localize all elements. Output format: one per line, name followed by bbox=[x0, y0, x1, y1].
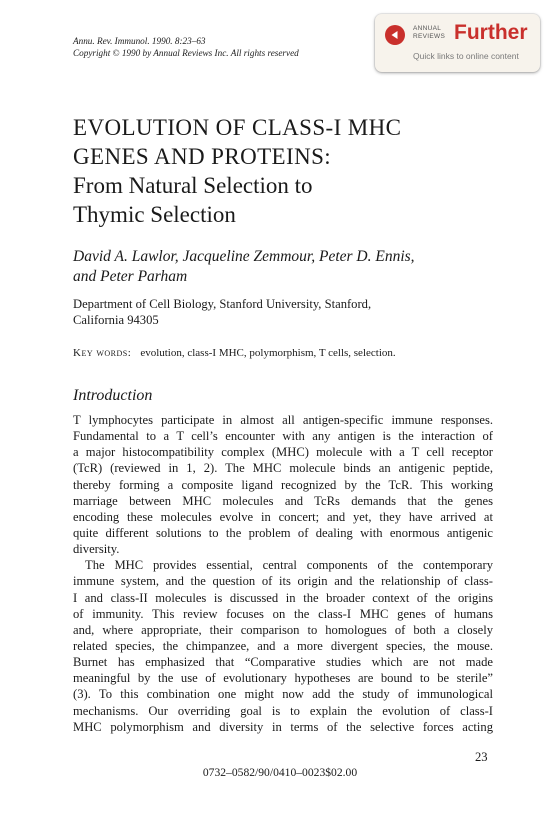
title-line: From Natural Selection to bbox=[73, 173, 313, 198]
journal-citation: Annu. Rev. Immunol. 1990. 8:23–63 bbox=[73, 36, 206, 46]
further-tagline: Quick links to online content bbox=[413, 51, 519, 61]
affiliation-line: California 94305 bbox=[73, 312, 159, 327]
body-line: a major histocompatibility complex (MHC) molecule with a T cell receptor bbox=[73, 445, 493, 460]
body-line: immune system, and the question of its origin and the relationship of class- bbox=[73, 574, 493, 589]
keywords bbox=[73, 347, 493, 359]
body-line: quite different solutions to the problem of dealing with enormous antigenic bbox=[73, 525, 493, 540]
affiliation bbox=[73, 297, 493, 328]
body-line: T lymphocytes participate in almost all antigen-specific immune responses. bbox=[73, 413, 493, 427]
title-line: GENES AND PROTEINS: bbox=[73, 144, 332, 169]
keywords-label: Key words: bbox=[73, 347, 132, 359]
body-line: meaningful by the use of evolutionary hypotheses are bound to be sterile” bbox=[73, 671, 493, 686]
body-line: MHC polymorphism and diversity in terms of the selective forces acting bbox=[73, 719, 493, 734]
copyright-notice: Copyright © 1990 by Annual Reviews Inc. All rights reserved bbox=[73, 48, 299, 58]
article-title bbox=[73, 113, 513, 229]
issn-line: 0732–0582/90/0410–0023$02.00 bbox=[202, 766, 358, 779]
further-links-badge[interactable] bbox=[375, 14, 540, 72]
body-line: mechanisms. Our overriding goal is to explain the evolution of class-I bbox=[73, 703, 493, 718]
body-line: diversity. bbox=[73, 542, 120, 557]
body-line: of immunity. This review focuses on the class-I MHC genes of humans bbox=[73, 606, 493, 621]
author-line: and Peter Parham bbox=[73, 268, 188, 285]
body-line: and, where appropriate, their comparison to homologues of both a closely bbox=[73, 622, 493, 637]
journal-citation-block bbox=[73, 35, 299, 59]
title-line: EVOLUTION OF CLASS-I MHC bbox=[73, 115, 402, 140]
section-heading: Introduction bbox=[73, 387, 153, 404]
body-line: Fundamental to a T cell’s encounter with any antigen is the interaction of bbox=[73, 429, 493, 444]
further-word: Further bbox=[454, 21, 528, 44]
affiliation-line: Department of Cell Biology, Stanford University, Stanford, bbox=[73, 297, 372, 311]
body-line: I and class-II molecules is discussed in the broader context of the origins bbox=[73, 590, 493, 605]
body-line: The MHC provides essential, central components of the contemporary bbox=[85, 558, 493, 573]
body-line: Burnet has emphasized that “Comparative studies which are not made bbox=[73, 655, 493, 670]
body-line: (3). To this combination one might now add the study of immunological bbox=[73, 687, 493, 702]
page-number: 23 bbox=[475, 750, 488, 764]
body-line: thereby forming a composite ligand recognized by the TcR. This working bbox=[73, 477, 493, 492]
body-line: encoding these molecules evolve in concert; and yet, they have arrived at bbox=[73, 509, 493, 524]
play-icon bbox=[385, 25, 405, 45]
body-line: related species, the chimpanzee, and a more divergent species, the mouse. bbox=[73, 638, 493, 653]
title-line: Thymic Selection bbox=[73, 202, 236, 227]
keywords-value: evolution, class-I MHC, polymorphism, T cells, selection. bbox=[140, 347, 396, 359]
body-line: (TcR) (reviewed in 1, 2). The MHC molecule binds an antigenic peptide, bbox=[73, 461, 493, 476]
annual-reviews-logo: ANNUAL REVIEWS bbox=[413, 25, 446, 40]
author-list bbox=[73, 247, 493, 287]
author-line: David A. Lawlor, Jacqueline Zemmour, Peter D. Ennis, bbox=[73, 248, 415, 265]
body-line: marriage between MHC molecules and TcRs demands that the genes bbox=[73, 493, 493, 508]
body-text bbox=[73, 412, 493, 735]
